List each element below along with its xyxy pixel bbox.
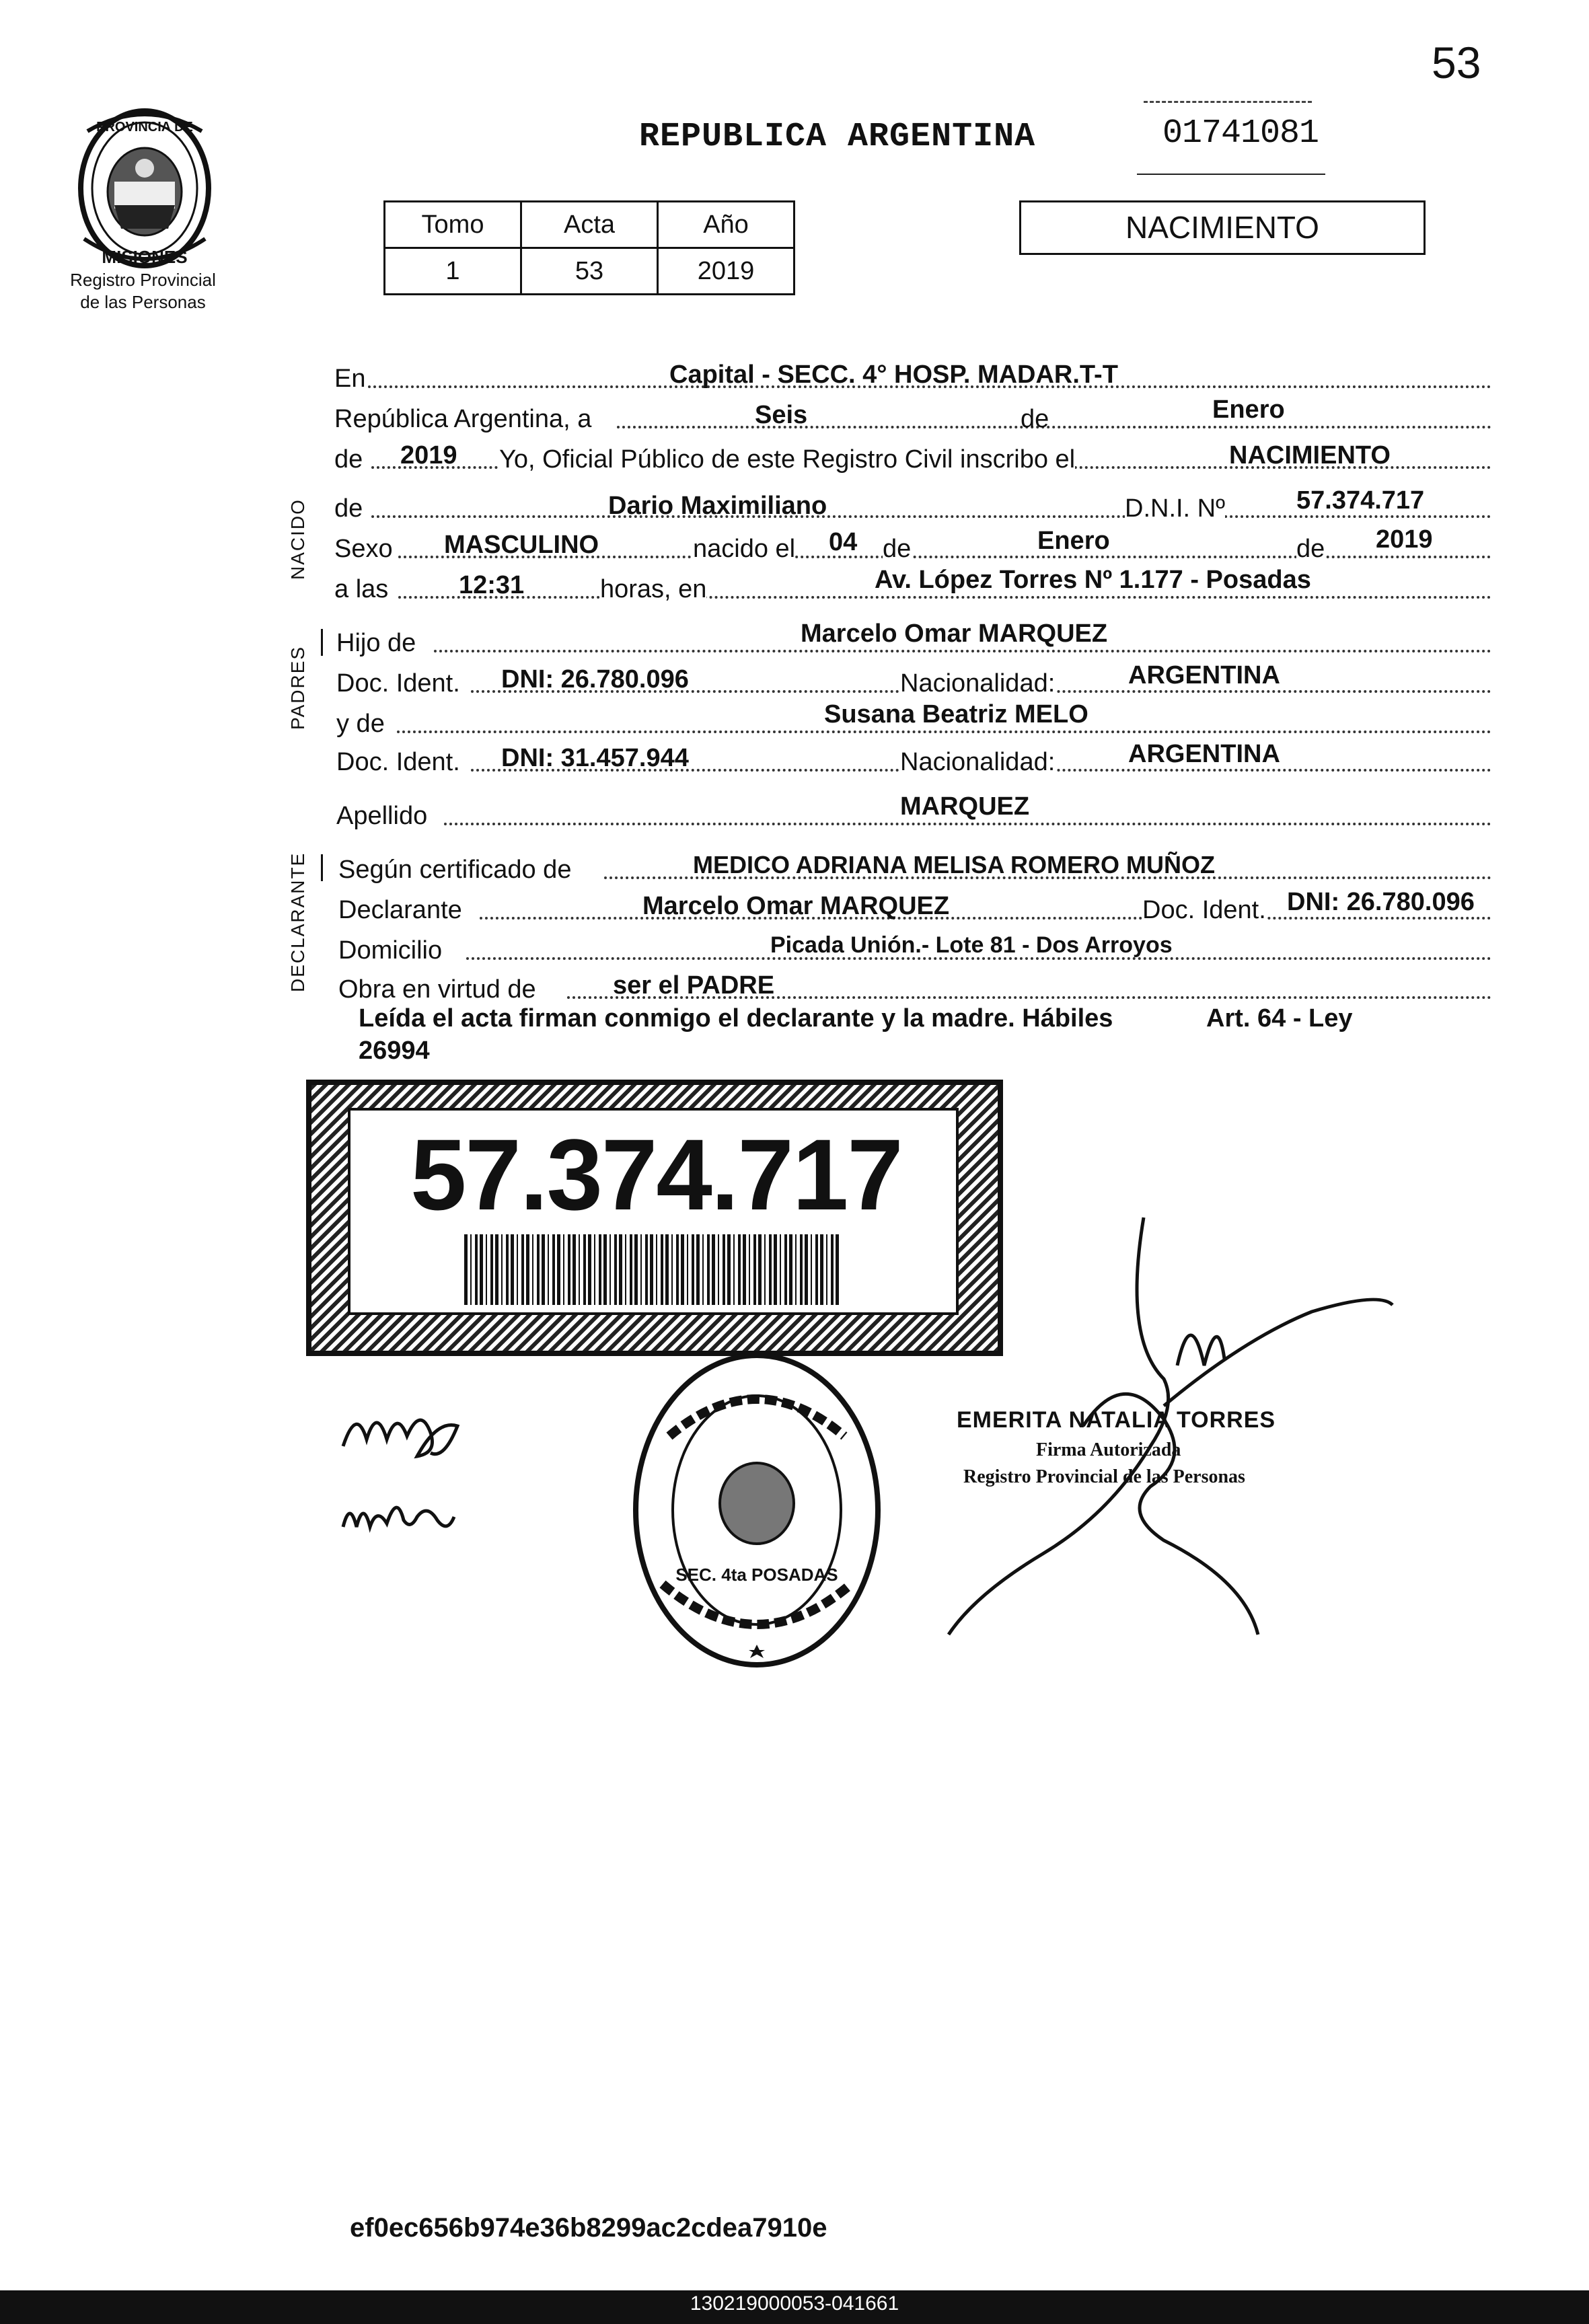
label-de-nombre: de bbox=[334, 494, 363, 523]
seal-inner-text: SEC. 4ta POSADAS bbox=[675, 1565, 838, 1585]
label-nacido-de2: de bbox=[1296, 535, 1325, 563]
label-a-las: a las bbox=[334, 575, 389, 603]
logo-caption-line1: Registro Provincial bbox=[70, 270, 216, 290]
record-header-ano: Año bbox=[658, 202, 794, 248]
serial-number: 01741081 bbox=[1162, 114, 1319, 153]
dotted-line bbox=[397, 730, 1491, 733]
dotted-line bbox=[434, 650, 1491, 652]
value-declarante: Marcelo Omar MARQUEZ bbox=[642, 892, 950, 920]
value-mes: Enero bbox=[1212, 396, 1285, 424]
record-value-acta: 53 bbox=[521, 248, 658, 295]
closing-law: Art. 64 - Ley bbox=[1206, 1004, 1353, 1033]
value-obra: ser el PADRE bbox=[613, 971, 775, 1000]
document-title: REPUBLICA ARGENTINA bbox=[639, 118, 1036, 156]
value-hora: 12:31 bbox=[459, 571, 525, 599]
official-round-seal-icon bbox=[629, 1349, 885, 1672]
closing-text: Leída el acta firman conmigo el declarante y la madre. Hábiles bbox=[359, 1004, 1113, 1033]
label-y-de: y de bbox=[336, 710, 385, 738]
value-lugar-inscripcion: Capital - SECC. 4° HOSP. MADAR.T-T bbox=[669, 361, 1118, 389]
official-registry: Registro Provincial de las Personas bbox=[963, 1466, 1245, 1487]
value-domicilio: Picada Unión.- Lote 81 - Dos Arroyos bbox=[770, 932, 1173, 958]
label-nac-madre: Nacionalidad: bbox=[900, 748, 1056, 776]
row-fecha bbox=[334, 396, 1491, 434]
label-apellido: Apellido bbox=[336, 802, 428, 830]
padres-bracket bbox=[321, 629, 323, 656]
value-anio: 2019 bbox=[400, 441, 457, 470]
value-nacido-anio: 2019 bbox=[1376, 525, 1433, 554]
value-apellido: MARQUEZ bbox=[900, 792, 1030, 821]
label-dni: D.N.I. Nº bbox=[1125, 494, 1225, 523]
record-value-tomo: 1 bbox=[385, 248, 521, 295]
row-obra bbox=[338, 971, 1491, 1004]
provincia-de-misiones-coat-of-arms-icon bbox=[74, 104, 215, 272]
label-declarante: Declarante bbox=[338, 896, 462, 924]
signature-melo-icon bbox=[336, 1480, 457, 1547]
value-madre-nac: ARGENTINA bbox=[1128, 740, 1280, 768]
label-sexo: Sexo bbox=[334, 535, 393, 563]
label-nac-padre: Nacionalidad: bbox=[900, 669, 1056, 698]
label-de-anio: de bbox=[334, 445, 363, 474]
dotted-line bbox=[371, 515, 1491, 518]
label-segun-certificado: Según certificado de bbox=[338, 856, 572, 884]
value-dni: 57.374.717 bbox=[1296, 486, 1425, 515]
closing-law-number: 26994 bbox=[359, 1037, 430, 1065]
row-anio bbox=[334, 441, 1491, 474]
label-horas-en: horas, en bbox=[600, 575, 707, 603]
signature-mes-icon bbox=[336, 1392, 471, 1466]
label-doc-padre: Doc. Ident. bbox=[336, 669, 460, 698]
label-en: En bbox=[334, 365, 366, 393]
label-nacido-de: de bbox=[883, 535, 912, 563]
row-apellido bbox=[336, 792, 1491, 831]
label-republica: República Argentina, a bbox=[334, 405, 592, 433]
dotted-line bbox=[617, 426, 1491, 428]
page-number: 53 bbox=[1432, 38, 1481, 87]
row-en bbox=[334, 360, 1491, 393]
dotted-line bbox=[444, 823, 1491, 825]
footer-code: 130219000053-041661 bbox=[690, 2292, 899, 2315]
logo-text-bottom: MISIONES bbox=[102, 247, 188, 267]
row-domicilio bbox=[338, 932, 1491, 965]
value-sexo: MASCULINO bbox=[444, 531, 599, 559]
value-padre-nac: ARGENTINA bbox=[1128, 661, 1280, 689]
row-padre bbox=[336, 620, 1491, 658]
serial-dash-line bbox=[1144, 101, 1312, 103]
side-label-declarante: DECLARANTE bbox=[287, 852, 308, 992]
official-name: EMERITA NATALIA TORRES bbox=[957, 1407, 1276, 1433]
row-declarante bbox=[338, 888, 1491, 925]
row-certificado bbox=[338, 851, 1491, 885]
document-hash: ef0ec656b974e36b8299ac2cdea7910e bbox=[350, 2213, 827, 2243]
value-madre-doc: DNI: 31.457.944 bbox=[501, 744, 689, 772]
side-label-nacido: NACIDO bbox=[287, 498, 308, 580]
act-type-box: NACIMIENTO bbox=[1019, 200, 1426, 255]
label-domicilio: Domicilio bbox=[338, 936, 443, 965]
row-hora bbox=[334, 566, 1491, 604]
logo-caption bbox=[40, 269, 246, 313]
value-declarante-doc: DNI: 26.780.096 bbox=[1287, 888, 1475, 916]
label-doc-madre: Doc. Ident. bbox=[336, 748, 460, 776]
value-padre-doc: DNI: 26.780.096 bbox=[501, 665, 689, 694]
value-nacido-mes: Enero bbox=[1037, 527, 1110, 555]
label-hijo-de: Hijo de bbox=[336, 629, 416, 657]
value-certificado: MEDICO ADRIANA MELISA ROMERO MUÑOZ bbox=[693, 851, 1215, 878]
serial-underline bbox=[1137, 174, 1325, 175]
record-value-ano: 2019 bbox=[658, 248, 794, 295]
value-lugar-nacimiento: Av. López Torres Nº 1.177 - Posadas bbox=[875, 566, 1311, 594]
logo-caption-line2: de las Personas bbox=[80, 292, 206, 312]
value-nombre: Dario Maximiliano bbox=[608, 492, 827, 520]
record-header-acta: Acta bbox=[521, 202, 658, 248]
value-madre: Susana Beatriz MELO bbox=[824, 700, 1088, 728]
dni-stamp-number: 57.374.717 bbox=[410, 1118, 902, 1231]
record-header-tomo: Tomo bbox=[385, 202, 521, 248]
label-yo-oficial: Yo, Oficial Público de este Registro Civil inscribo el bbox=[499, 445, 1076, 474]
record-table bbox=[383, 200, 795, 295]
label-doc-declarante: Doc. Ident. bbox=[1142, 896, 1266, 924]
row-madre-doc bbox=[336, 740, 1491, 777]
barcode-icon bbox=[464, 1234, 841, 1305]
label-nacido: nacido el bbox=[693, 535, 796, 563]
official-role: Firma Autorizada bbox=[1036, 1439, 1181, 1460]
logo-text-top: PROVINCIA DE bbox=[96, 120, 193, 135]
value-nacido-dia: 04 bbox=[829, 528, 858, 556]
value-padre: Marcelo Omar MARQUEZ bbox=[801, 620, 1108, 648]
dotted-line bbox=[480, 917, 1491, 920]
value-dia: Seis bbox=[755, 401, 808, 429]
dotted-line bbox=[398, 596, 1491, 599]
label-de: de bbox=[1021, 405, 1049, 433]
value-inscribo: NACIMIENTO bbox=[1229, 441, 1391, 470]
declarante-bracket bbox=[321, 854, 323, 881]
row-madre bbox=[336, 700, 1491, 739]
closing-statement bbox=[359, 1002, 1502, 1067]
row-sexo bbox=[334, 525, 1491, 564]
label-obra-virtud: Obra en virtud de bbox=[338, 975, 536, 1004]
side-label-padres: PADRES bbox=[287, 645, 308, 730]
row-padre-doc bbox=[336, 661, 1491, 698]
row-nombre bbox=[334, 486, 1491, 523]
